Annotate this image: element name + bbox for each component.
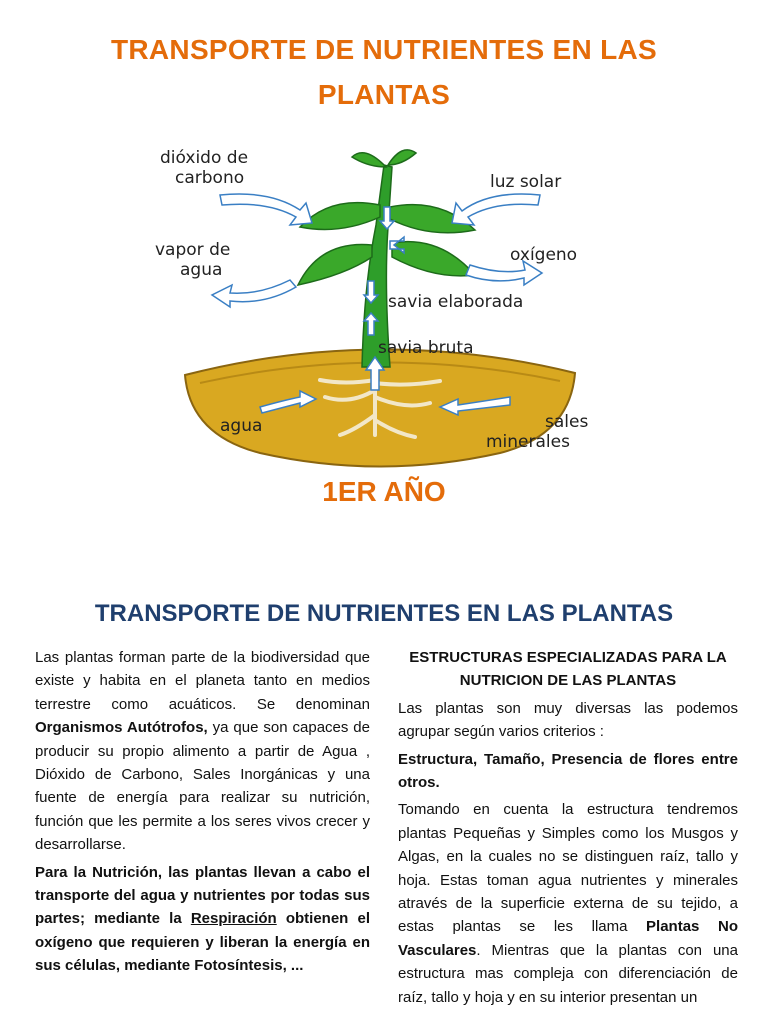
left-paragraph-2: Para la Nutrición, las plantas llevan a cabo el transporte del agua y nutrientes por todas sus partes; mediante la Respiración obtienen el oxígeno que requieren y liberan la energía en sus células, mediante Fotosíntesis, ... (35, 863, 371, 975)
label-minerales: minerales (486, 432, 570, 452)
label-agua: agua (220, 416, 263, 436)
document-heading: TRANSPORTE DE NUTRIENTES EN LAS PLANTAS (94, 600, 674, 627)
label-luz-solar: luz solar (490, 172, 562, 192)
label-co2-line1: dióxido de (160, 148, 249, 168)
right-paragraph-3: Tomando en cuenta la estructura tendremos plantas Pequeñas y Simples como los Musgos y Algas, en la cuales no se distinguen raíz, tallo y hoja. Estas toman agua nutrientes y minerales através de la superficie externa de su tejido, a estas plantas se les llama Plantas No Vasculares. Mientras que la plantas con una estructura mas compleja con diferenciación de raíz, tallo y hoja y en su interior presentan un (398, 801, 738, 1006)
left-paragraph-1: Las plantas forman parte de la biodiversidad que existe y habita en el planeta tanto en medios terrestre como acuáticos. Se denominan Organismos Autótrofos, ya que son capaces de producir su propio alimento a partir de Agua , Dióxido de Carbono, Sales Inorgánicas y una fuente de energía para realizar su nutrición, función que les permite a los seres vivos crecer y desarrollarse. (35, 649, 370, 854)
label-savia-bruta: savia bruta (378, 338, 474, 358)
stem (362, 165, 392, 367)
label-vapor-line1: vapor de (155, 240, 231, 260)
right-paragraph-1: Las plantas son muy diversas las podemos agrupar según varios criterios : (398, 699, 738, 741)
label-oxigeno: oxígeno (510, 245, 578, 265)
right-heading: ESTRUCTURAS ESPECIALIZADAS PARA LA NUTRICION DE LAS PLANTAS (409, 649, 727, 690)
right-paragraph-2: Estructura, Tamaño, Presencia de flores entre otros. (398, 750, 738, 792)
left-column (35, 646, 370, 982)
right-column (398, 646, 738, 1013)
label-co2-line2: carbono (175, 168, 245, 188)
plant-nutrition-diagram (140, 135, 630, 475)
slide-title-line-1: TRANSPORTE DE NUTRIENTES EN LAS (110, 34, 657, 65)
label-vapor-line2: agua (180, 260, 223, 280)
slide-title-line-2: PLANTAS (317, 79, 451, 110)
grade-label: 1ER AÑO (322, 476, 446, 507)
label-sales: sales (545, 412, 589, 432)
label-savia-elaborada: savia elaborada (388, 292, 524, 312)
